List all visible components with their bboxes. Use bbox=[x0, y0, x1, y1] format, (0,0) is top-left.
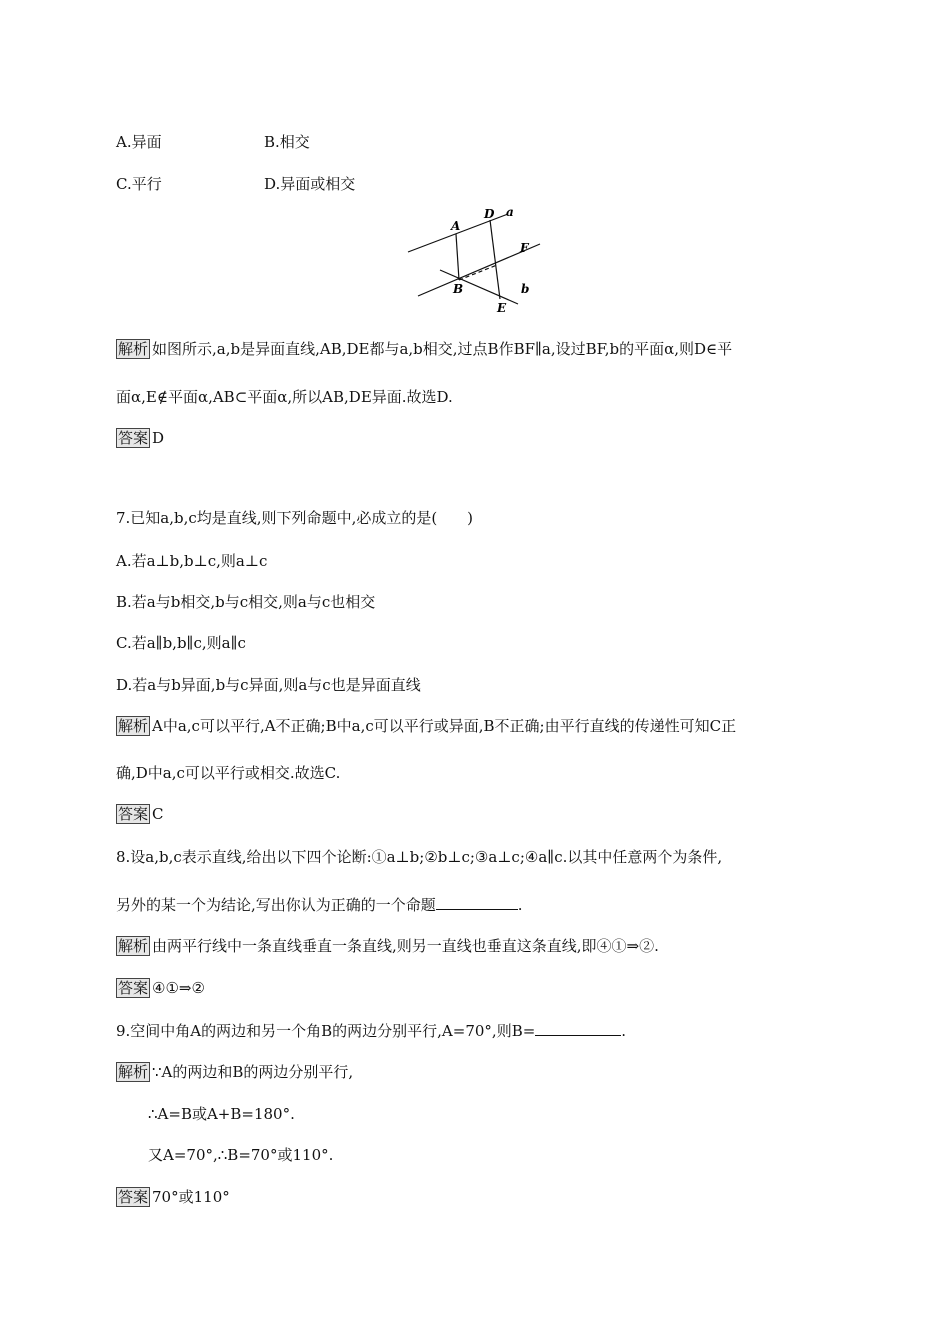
q7-option-d: D.若a与b异面,b与c异面,则a与c也是异面直线 bbox=[116, 676, 421, 694]
q8-stem-end: . bbox=[517, 896, 523, 914]
q6-analysis-line1 bbox=[116, 339, 732, 359]
analysis-tag: 解析 bbox=[118, 1063, 149, 1081]
q7-analysis-text1: A中a,c可以平行,A不正确;B中a,c可以平行或异面,B不正确;由平行直线的传递性可知C正 bbox=[152, 717, 737, 735]
q7-option-c: C.若a∥b,b∥c,则a∥c bbox=[116, 634, 246, 652]
q6-figure bbox=[400, 204, 560, 316]
q6-option-c: C.平行 bbox=[116, 175, 162, 193]
q6-answer bbox=[116, 428, 164, 448]
label-b: b bbox=[521, 282, 530, 296]
analysis-tag: 解析 bbox=[118, 717, 149, 735]
q9-stem-end: . bbox=[621, 1022, 627, 1040]
q6-option-a: A.异面 bbox=[116, 133, 162, 151]
q7-option-a: A.若a⊥b,b⊥c,则a⊥c bbox=[116, 552, 268, 570]
q6-answer-text: D bbox=[152, 429, 165, 447]
q9-answer bbox=[116, 1187, 230, 1207]
label-a: a bbox=[506, 205, 514, 219]
q9-answer-blank[interactable] bbox=[535, 1021, 621, 1036]
q6-option-d: D.异面或相交 bbox=[264, 175, 356, 193]
answer-tag: 答案 bbox=[118, 429, 149, 447]
q9-analysis-line2: ∴A=B或A+B=180°. bbox=[148, 1105, 295, 1123]
q9-analysis-text1: ∵A的两边和B的两边分别平行, bbox=[152, 1063, 354, 1081]
q7-stem: 7.已知a,b,c均是直线,则下列命题中,必成立的是( ) bbox=[116, 509, 474, 527]
analysis-tag: 解析 bbox=[118, 340, 149, 358]
q6-option-b: B.相交 bbox=[264, 133, 310, 151]
q7-answer bbox=[116, 804, 164, 824]
q8-stem-text2: 另外的某一个为结论,写出你认为正确的一个命题 bbox=[116, 896, 436, 914]
q8-analysis-text: 由两平行线中一条直线垂直一条直线,则另一直线也垂直这条直线,即④①⇒②. bbox=[152, 937, 659, 955]
q7-answer-text: C bbox=[152, 805, 164, 823]
q6-analysis-line2: 面α,E∉平面α,AB⊂平面α,所以AB,DE异面.故选D. bbox=[116, 388, 453, 406]
segment-ab bbox=[456, 234, 459, 280]
label-D: D bbox=[484, 207, 495, 221]
label-F: F bbox=[520, 241, 529, 255]
q9-stem bbox=[116, 1021, 626, 1041]
q8-answer-blank[interactable] bbox=[436, 895, 518, 910]
q8-stem-line2 bbox=[116, 895, 523, 915]
q6-analysis-text1: 如图所示,a,b是异面直线,AB,DE都与a,b相交,过点B作BF∥a,设过BF,b的平面α,则D∈平 bbox=[152, 340, 733, 358]
label-E: E bbox=[497, 301, 507, 315]
segment-dashed bbox=[459, 265, 497, 280]
q9-answer-text: 70°或110° bbox=[152, 1188, 230, 1206]
q8-stem-line1: 8.设a,b,c表示直线,给出以下四个论断:①a⊥b;②b⊥c;③a⊥c;④a∥c.以其中任意两个为条件, bbox=[116, 848, 723, 866]
q7-option-b: B.若a与b相交,b与c相交,则a与c也相交 bbox=[116, 593, 376, 611]
q9-analysis-line3: 又A=70°,∴B=70°或110°. bbox=[148, 1146, 334, 1164]
q7-analysis-line2: 确,D中a,c可以平行或相交.故选C. bbox=[116, 764, 341, 782]
analysis-tag: 解析 bbox=[118, 937, 149, 955]
q8-analysis bbox=[116, 936, 659, 956]
q9-stem-text: 9.空间中角A的两边和另一个角B的两边分别平行,A=70°,则B= bbox=[116, 1022, 536, 1040]
segment-de bbox=[490, 220, 500, 299]
label-B: B bbox=[453, 282, 464, 296]
answer-tag: 答案 bbox=[118, 979, 149, 997]
label-A: A bbox=[451, 219, 461, 233]
q8-answer bbox=[116, 978, 205, 998]
q9-analysis-line1 bbox=[116, 1062, 353, 1082]
q8-answer-text: ④①⇒② bbox=[152, 979, 205, 997]
answer-tag: 答案 bbox=[118, 1188, 149, 1206]
q7-analysis-line1 bbox=[116, 716, 736, 736]
answer-tag: 答案 bbox=[118, 805, 149, 823]
line-b bbox=[440, 270, 518, 304]
